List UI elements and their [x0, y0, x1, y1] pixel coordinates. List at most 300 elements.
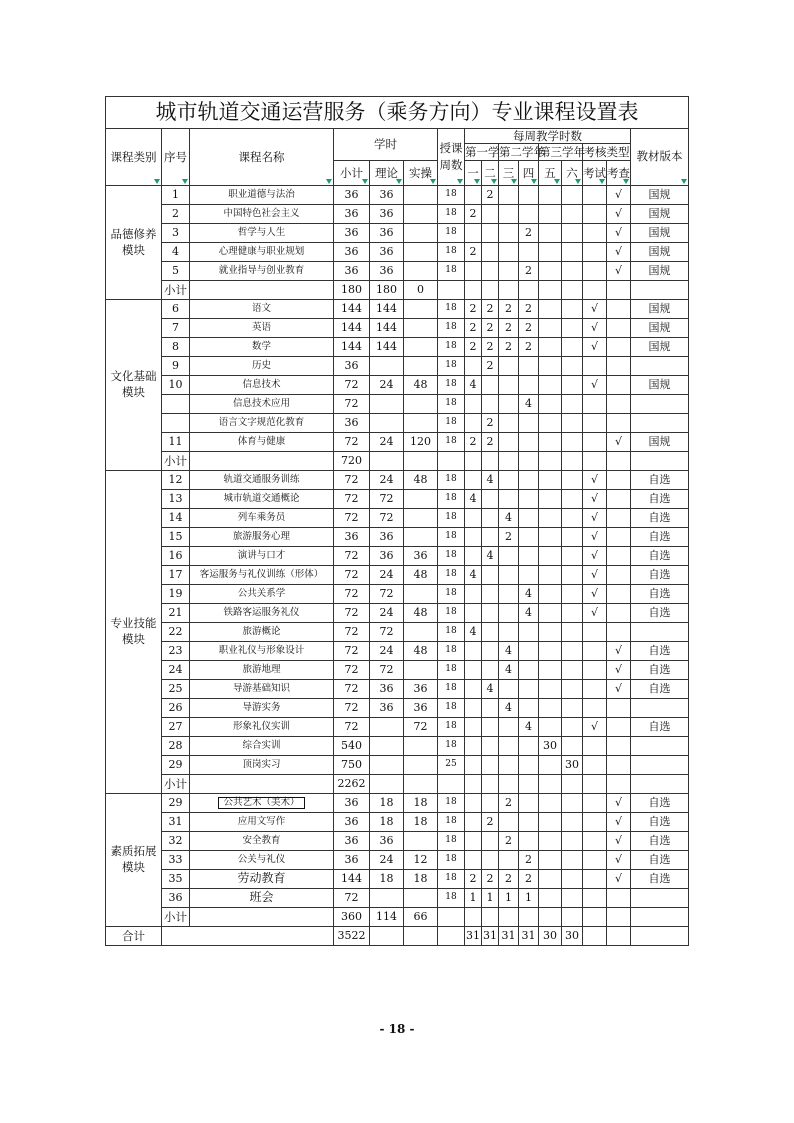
hours-total: 72	[334, 680, 370, 699]
seq-cell: 4	[162, 243, 190, 262]
filter-arrow-icon[interactable]	[362, 179, 368, 184]
semester-hours	[519, 528, 539, 547]
table-row	[106, 566, 689, 585]
check-mark	[607, 718, 631, 737]
semester-hours	[465, 224, 482, 243]
subtotal-practice	[404, 452, 438, 471]
table-cell	[539, 908, 562, 927]
table-row	[106, 509, 689, 528]
hours-theory	[370, 737, 404, 756]
semester-hours: 30	[562, 756, 583, 775]
grand-total-semester: 30	[539, 927, 562, 946]
semester-hours	[482, 509, 499, 528]
hours-total: 144	[334, 338, 370, 357]
semester-hours	[499, 756, 519, 775]
semester-hours: 1	[482, 889, 499, 908]
course-name	[190, 414, 334, 433]
header-sem-1[interactable]: 一	[465, 161, 482, 186]
seq-cell: 29	[162, 756, 190, 775]
weeks-cell: 18	[438, 357, 465, 376]
course-name	[190, 623, 334, 642]
semester-hours	[482, 699, 499, 718]
semester-hours	[539, 414, 562, 433]
table-cell	[438, 281, 465, 300]
seq-cell: 7	[162, 319, 190, 338]
semester-hours	[499, 623, 519, 642]
textbook-cell: 国规	[631, 243, 689, 262]
semester-hours	[539, 357, 562, 376]
table-row	[106, 471, 689, 490]
hours-theory	[370, 756, 404, 775]
textbook-cell: 国规	[631, 224, 689, 243]
table-cell	[562, 908, 583, 927]
check-mark	[607, 756, 631, 775]
weeks-cell: 18	[438, 737, 465, 756]
textbook-cell: 自选	[631, 813, 689, 832]
header-theory[interactable]: 理论	[370, 161, 404, 186]
header-assess-type: 考核类型	[583, 144, 630, 159]
seq-cell: 26	[162, 699, 190, 718]
textbook-cell: 自选	[631, 718, 689, 737]
semester-hours	[519, 661, 539, 680]
exam-mark	[583, 186, 607, 205]
hours-theory: 24	[370, 376, 404, 395]
hours-theory: 36	[370, 699, 404, 718]
hours-theory: 72	[370, 509, 404, 528]
course-table	[105, 96, 689, 946]
semester-hours	[465, 509, 482, 528]
table-row	[106, 813, 689, 832]
textbook-cell	[631, 737, 689, 756]
module-label: 素质拓展模块	[106, 794, 162, 927]
hours-practice: 36	[404, 680, 438, 699]
course-name-text: 旅游地理	[242, 663, 281, 675]
seq-cell: 23	[162, 642, 190, 661]
filter-arrow-icon[interactable]	[326, 179, 332, 184]
hours-practice: 12	[404, 851, 438, 870]
hours-total: 144	[334, 870, 370, 889]
course-name	[190, 604, 334, 623]
table-row	[106, 490, 689, 509]
exam-mark: √	[583, 376, 607, 395]
hours-theory	[370, 718, 404, 737]
semester-hours: 2	[482, 357, 499, 376]
grand-total-label: 合计	[106, 927, 162, 946]
textbook-cell: 国规	[631, 338, 689, 357]
semester-hours	[539, 243, 562, 262]
header-weeks[interactable]: 授课周数	[438, 129, 465, 186]
semester-hours: 4	[519, 718, 539, 737]
table-row	[106, 794, 689, 813]
check-mark	[607, 376, 631, 395]
seq-cell: 19	[162, 585, 190, 604]
check-mark	[607, 737, 631, 756]
semester-hours: 2	[499, 338, 519, 357]
semester-hours	[482, 490, 499, 509]
exam-mark	[583, 243, 607, 262]
semester-hours: 2	[465, 433, 482, 452]
exam-mark	[583, 357, 607, 376]
hours-total: 72	[334, 642, 370, 661]
hours-total: 72	[334, 585, 370, 604]
hours-practice: 48	[404, 566, 438, 585]
filter-arrow-icon[interactable]	[182, 179, 188, 184]
textbook-cell: 自选	[631, 490, 689, 509]
hours-practice	[404, 243, 438, 262]
course-name	[190, 813, 334, 832]
hours-practice	[404, 186, 438, 205]
semester-hours	[499, 680, 519, 699]
table-row	[106, 680, 689, 699]
course-name	[190, 471, 334, 490]
semester-hours	[499, 433, 519, 452]
header-name[interactable]: 课程名称	[190, 129, 334, 186]
weeks-cell: 18	[438, 623, 465, 642]
header-category[interactable]: 课程类别	[106, 129, 162, 186]
exam-mark: √	[583, 509, 607, 528]
hours-practice	[404, 300, 438, 319]
header-sem-6[interactable]: 六	[562, 161, 583, 186]
table-cell	[562, 281, 583, 300]
course-name-text: 数学	[251, 340, 271, 352]
textbook-cell: 自选	[631, 528, 689, 547]
hours-theory: 24	[370, 642, 404, 661]
course-name	[190, 509, 334, 528]
weeks-cell: 18	[438, 832, 465, 851]
check-mark	[607, 528, 631, 547]
table-cell	[465, 452, 482, 471]
hours-total: 72	[334, 509, 370, 528]
semester-hours	[499, 262, 519, 281]
semester-hours	[465, 756, 482, 775]
exam-mark: √	[583, 585, 607, 604]
semester-hours	[562, 471, 583, 490]
hours-practice	[404, 509, 438, 528]
semester-hours	[482, 851, 499, 870]
course-name	[190, 319, 334, 338]
semester-hours: 4	[499, 509, 519, 528]
table-row	[106, 642, 689, 661]
filter-arrow-icon[interactable]	[154, 179, 160, 184]
semester-hours	[499, 224, 519, 243]
semester-hours	[562, 376, 583, 395]
semester-hours: 4	[465, 376, 482, 395]
exam-mark: √	[583, 718, 607, 737]
subtotal-label: 小计	[162, 281, 190, 300]
textbook-cell: 自选	[631, 680, 689, 699]
table-row	[106, 414, 689, 433]
course-name	[190, 737, 334, 756]
semester-hours	[539, 490, 562, 509]
filter-arrow-icon[interactable]	[599, 179, 605, 184]
semester-hours	[465, 262, 482, 281]
header-textbook[interactable]: 教材版本	[631, 129, 689, 186]
semester-hours: 2	[482, 319, 499, 338]
exam-mark: √	[583, 566, 607, 585]
hours-practice: 120	[404, 433, 438, 452]
semester-hours: 2	[482, 433, 499, 452]
course-name	[190, 794, 334, 813]
weeks-cell: 18	[438, 509, 465, 528]
weeks-cell: 18	[438, 224, 465, 243]
weeks-cell: 18	[438, 262, 465, 281]
filter-arrow-icon[interactable]	[511, 179, 517, 184]
table-cell	[465, 281, 482, 300]
semester-hours	[519, 832, 539, 851]
course-name	[190, 718, 334, 737]
filter-arrow-icon[interactable]	[681, 179, 687, 184]
hours-practice	[404, 737, 438, 756]
hours-total: 72	[334, 718, 370, 737]
check-mark: √	[607, 642, 631, 661]
header-sem-3[interactable]: 三	[499, 161, 519, 186]
check-mark	[607, 338, 631, 357]
hours-practice: 48	[404, 471, 438, 490]
table-row	[106, 433, 689, 452]
subtotal-row	[106, 281, 689, 300]
weeks-cell: 18	[438, 680, 465, 699]
semester-hours: 4	[465, 490, 482, 509]
header-sem-2[interactable]: 二	[482, 161, 499, 186]
course-name-text: 公共艺术（美术）	[218, 797, 304, 809]
filter-arrow-icon[interactable]	[554, 179, 560, 184]
hours-practice	[404, 490, 438, 509]
course-name-text: 心理健康与职业规划	[218, 245, 305, 257]
subtotal-label: 小计	[162, 775, 190, 794]
textbook-cell: 自选	[631, 604, 689, 623]
seq-cell: 25	[162, 680, 190, 699]
header-practice[interactable]: 实操	[404, 161, 438, 186]
hours-total: 36	[334, 262, 370, 281]
textbook-cell: 国规	[631, 186, 689, 205]
weeks-cell: 18	[438, 585, 465, 604]
semester-hours	[482, 205, 499, 224]
semester-hours	[539, 699, 562, 718]
check-mark	[607, 471, 631, 490]
header-exam[interactable]: 考试	[583, 161, 607, 186]
semester-hours	[539, 566, 562, 585]
subtotal-row	[106, 908, 689, 927]
semester-hours	[519, 794, 539, 813]
table-cell	[438, 927, 465, 946]
semester-hours	[465, 794, 482, 813]
semester-hours	[465, 680, 482, 699]
semester-hours	[562, 357, 583, 376]
semester-hours: 4	[519, 585, 539, 604]
hours-practice: 18	[404, 870, 438, 889]
subtotal-label: 小计	[162, 908, 190, 927]
semester-hours	[539, 205, 562, 224]
semester-hours	[465, 604, 482, 623]
table-cell	[404, 927, 438, 946]
semester-hours: 2	[519, 300, 539, 319]
seq-cell: 35	[162, 870, 190, 889]
table-cell	[607, 452, 631, 471]
table-cell	[482, 452, 499, 471]
seq-cell: 29	[162, 794, 190, 813]
seq-cell: 24	[162, 661, 190, 680]
semester-hours	[539, 813, 562, 832]
course-name-text: 班会	[249, 890, 274, 905]
weeks-cell: 18	[438, 604, 465, 623]
table-cell	[190, 775, 334, 794]
header-sem-4[interactable]: 四	[519, 161, 539, 186]
semester-hours	[539, 319, 562, 338]
table-cell	[162, 927, 334, 946]
hours-theory: 36	[370, 205, 404, 224]
course-name-text: 旅游概论	[242, 625, 281, 637]
seq-cell: 36	[162, 889, 190, 908]
hours-theory: 144	[370, 319, 404, 338]
table-cell	[607, 281, 631, 300]
hours-theory: 24	[370, 851, 404, 870]
seq-cell: 11	[162, 433, 190, 452]
check-mark	[607, 414, 631, 433]
check-mark	[607, 319, 631, 338]
table-cell	[499, 452, 519, 471]
check-mark	[607, 623, 631, 642]
header-sem-5[interactable]: 五	[539, 161, 562, 186]
header-seq[interactable]: 序号	[162, 129, 190, 186]
table-row	[106, 718, 689, 737]
exam-mark	[583, 433, 607, 452]
check-mark: √	[607, 794, 631, 813]
hours-total: 540	[334, 737, 370, 756]
semester-hours	[562, 813, 583, 832]
weeks-cell: 18	[438, 471, 465, 490]
course-name-text: 旅游服务心理	[232, 530, 290, 542]
check-mark: √	[607, 870, 631, 889]
semester-hours	[562, 338, 583, 357]
semester-hours	[519, 490, 539, 509]
filter-arrow-icon[interactable]	[623, 179, 629, 184]
hours-total: 144	[334, 300, 370, 319]
subtotal-total: 180	[334, 281, 370, 300]
table-row	[106, 528, 689, 547]
semester-hours: 2	[519, 319, 539, 338]
filter-arrow-icon[interactable]	[396, 179, 402, 184]
hours-total: 72	[334, 547, 370, 566]
weeks-cell: 18	[438, 338, 465, 357]
weeks-cell: 18	[438, 395, 465, 414]
filter-arrow-icon[interactable]	[430, 179, 436, 184]
grand-total-semester: 31	[499, 927, 519, 946]
course-name	[190, 566, 334, 585]
course-name	[190, 186, 334, 205]
semester-hours: 1	[519, 889, 539, 908]
weeks-cell: 18	[438, 414, 465, 433]
course-name	[190, 585, 334, 604]
filter-arrow-icon[interactable]	[457, 179, 463, 184]
hours-practice	[404, 319, 438, 338]
course-name-text: 哲学与人生	[237, 226, 286, 238]
hours-practice	[404, 357, 438, 376]
table-row	[106, 338, 689, 357]
semester-hours	[519, 699, 539, 718]
semester-hours	[562, 832, 583, 851]
table-row	[106, 623, 689, 642]
semester-hours	[465, 414, 482, 433]
hours-theory: 72	[370, 623, 404, 642]
course-name	[190, 243, 334, 262]
header-check[interactable]: 考查	[607, 161, 631, 186]
hours-practice: 48	[404, 376, 438, 395]
semester-hours: 2	[519, 262, 539, 281]
semester-hours	[519, 471, 539, 490]
exam-mark: √	[583, 604, 607, 623]
filter-arrow-icon[interactable]	[474, 179, 480, 184]
semester-hours: 4	[519, 395, 539, 414]
subtotal-row	[106, 775, 689, 794]
check-mark: √	[607, 680, 631, 699]
table-cell	[190, 281, 334, 300]
semester-hours	[482, 623, 499, 642]
semester-hours	[499, 357, 519, 376]
table-row	[106, 699, 689, 718]
semester-hours	[562, 262, 583, 281]
textbook-cell: 自选	[631, 509, 689, 528]
subtotal-theory	[370, 775, 404, 794]
check-mark: √	[607, 224, 631, 243]
hours-theory: 18	[370, 813, 404, 832]
textbook-cell: 自选	[631, 471, 689, 490]
exam-mark: √	[583, 528, 607, 547]
weeks-cell: 18	[438, 528, 465, 547]
semester-hours	[562, 186, 583, 205]
header-total[interactable]: 小计	[334, 161, 370, 186]
course-name-text: 导游基础知识	[232, 682, 290, 694]
table-cell	[438, 452, 465, 471]
table-cell	[607, 775, 631, 794]
course-name	[190, 642, 334, 661]
filter-arrow-icon[interactable]	[491, 179, 497, 184]
semester-hours	[499, 471, 519, 490]
semester-hours	[482, 224, 499, 243]
course-name	[190, 376, 334, 395]
semester-hours	[499, 205, 519, 224]
course-name-text: 信息技术应用	[232, 397, 290, 409]
hours-theory: 18	[370, 794, 404, 813]
check-mark	[607, 889, 631, 908]
course-name-text: 语文	[251, 302, 271, 314]
semester-hours	[499, 718, 519, 737]
table-cell	[583, 452, 607, 471]
semester-hours	[562, 623, 583, 642]
course-name-text: 公共关系学	[237, 587, 286, 599]
filter-arrow-icon[interactable]	[531, 179, 537, 184]
semester-hours	[519, 566, 539, 585]
semester-hours: 2	[465, 300, 482, 319]
header-year2: 第二学年	[499, 144, 545, 159]
hours-total: 750	[334, 756, 370, 775]
check-mark	[607, 357, 631, 376]
filter-arrow-icon[interactable]	[575, 179, 581, 184]
seq-cell: 15	[162, 528, 190, 547]
course-name-text: 形象礼仪实训	[232, 720, 290, 732]
course-name-text: 应用文写作	[237, 815, 286, 827]
weeks-cell: 18	[438, 205, 465, 224]
semester-hours	[562, 718, 583, 737]
semester-hours	[539, 794, 562, 813]
table-cell	[519, 281, 539, 300]
course-name-text: 信息技术	[242, 378, 281, 390]
table-cell	[607, 908, 631, 927]
check-mark: √	[607, 262, 631, 281]
table-row	[106, 224, 689, 243]
semester-hours	[562, 642, 583, 661]
semester-hours: 4	[499, 699, 519, 718]
semester-hours	[519, 547, 539, 566]
